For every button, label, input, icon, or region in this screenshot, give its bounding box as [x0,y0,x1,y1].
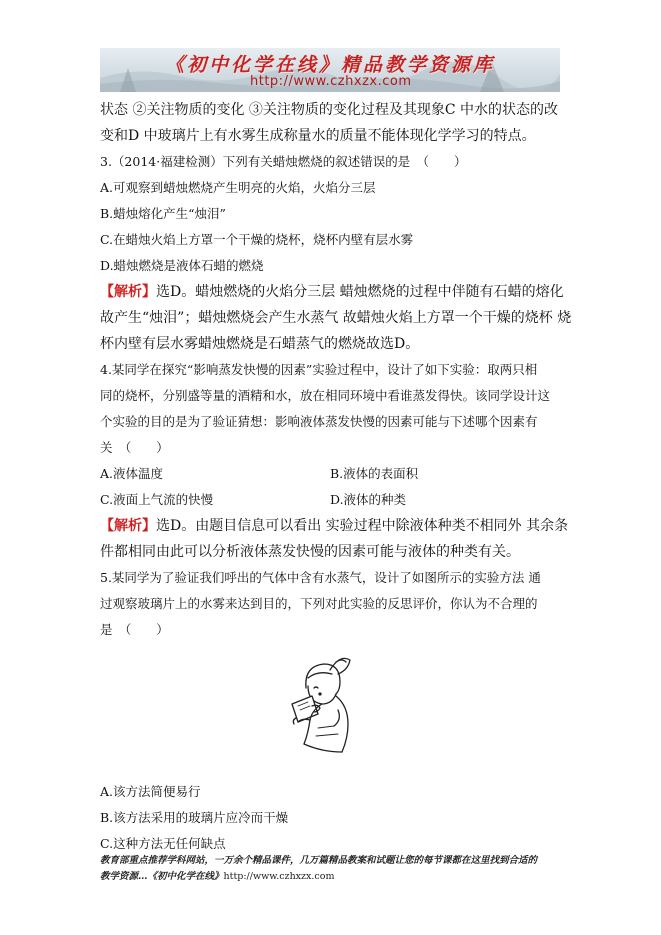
option-4c: C.液面上气流的快慢 [100,492,214,507]
answer-3-line: 杯内壁有层水雾蜡烛燃烧是石蜡蒸气的燃烧故选D。 [100,336,420,352]
option-5a: A.该方法简便易行 [100,784,201,799]
option-3c: C.在蜡烛火焰上方罩一个干燥的烧杯，烧杯内壁有层水雾 [100,232,414,247]
text-line: 变和D 中玻璃片上有水雾生成称量水的质量不能体现化学学习的特点。 [100,128,536,144]
header-banner [100,48,560,92]
footer-line: 教学资源…《初中化学在线》http://www.czhxzx.com [100,871,335,882]
options-row [100,461,570,487]
analysis-tag: 【解析】 [100,284,156,300]
text-line: 状态 ②关注物质的变化 ③关注物质的变化过程及其现象C 中水的状态的改 [100,102,559,118]
page-footer [100,853,570,885]
question-4: 同的烧杯，分别盛等量的酒精和水，放在相同环境中看谁蒸发得快。该同学设计这 [100,388,551,403]
option-3d: D.蜡烛燃烧是液体石蜡的燃烧 [100,258,264,273]
option-5c: C.这种方法无任何缺点 [100,836,226,851]
option-4d: D.液体的种类 [330,492,407,507]
option-4b: B.液体的表面积 [330,466,419,481]
question-4: 4.某同学在探究“影响蒸发快慢的因素”实验过程中，设计了如下实验：取两只相 [100,362,538,377]
option-5b: B.该方法采用的玻璃片应冷而干燥 [100,810,289,825]
answer-3-line: 【解析】选D。蜡烛燃烧的火焰分三层 蜡烛燃烧的过程中伴随有石蜡的熔化 [100,284,564,300]
question-5: 过观察玻璃片上的水雾来达到目的，下列对此实验的反思评价，你认为不合理的 [100,596,538,611]
footer-line: 教育部重点推荐学科网站，一万余个精品课件，几万篇精品教案和试题让您的每节课都在这里找到合适的 [100,855,538,866]
question-4: 关 （ ） [100,440,169,455]
option-3a: A.可观察到蜡烛燃烧产生明亮的火焰，火焰分三层 [100,180,376,195]
question-5: 是 （ ） [100,622,169,637]
option-4a: A.液体温度 [100,466,164,481]
answer-3-line: 故产生“烛泪”；蜡烛燃烧会产生水蒸气 故蜡烛火焰上方罩一个干燥的烧杯 烧 [100,310,572,326]
footer-url[interactable]: http://www.czhxzx.com [223,871,335,882]
girl-breathing-on-glass-illustration [278,648,368,768]
question-4: 个实验的目的是为了验证猜想：影响液体蒸发快慢的因素可能与下述哪个因素有 [100,414,538,429]
analysis-tag: 【解析】 [100,518,156,534]
option-3b: B.蜡烛熔化产生“烛泪” [100,206,226,221]
question-5: 5.某同学为了验证我们呼出的气体中含有水蒸气，设计了如图所示的实验方法 通 [100,570,541,585]
answer-4-line: 件都相同由此可以分析液体蒸发快慢的因素可能与液体的种类有关。 [100,544,520,560]
options-row [100,487,570,513]
question-3: 3.（2014·福建检测）下列有关蜡烛燃烧的叙述错误的是 （ ） [100,154,467,169]
banner-title: 《初中化学在线》精品教学资源库 [164,54,495,76]
banner-url[interactable]: http://www.czhxzx.com [250,74,412,89]
answer-4-line: 【解析】选D。由题目信息可以看出 实验过程中除液体种类不相同外 其余条 [100,518,569,534]
